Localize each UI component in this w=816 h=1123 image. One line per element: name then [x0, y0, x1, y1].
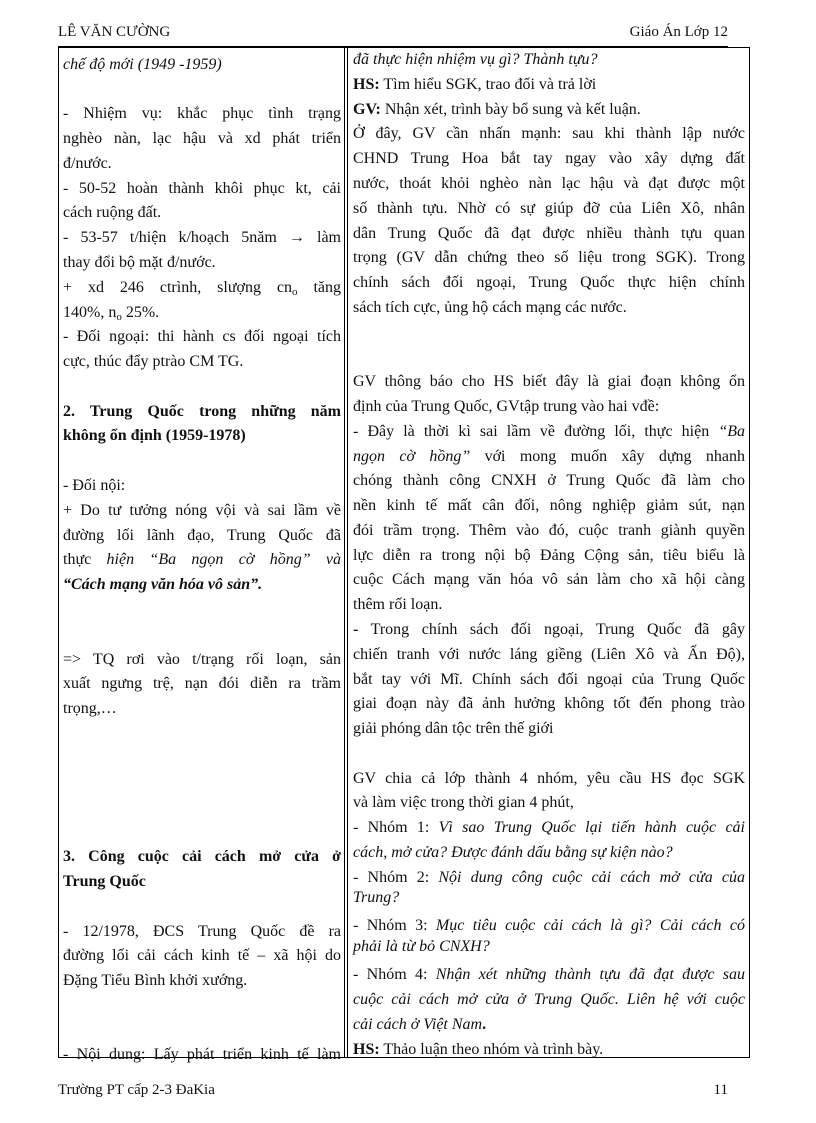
section-heading: Trung Quốc	[63, 873, 146, 890]
left-line: Đặng Tiểu Bình khởi xướng.	[63, 972, 248, 989]
left-line: - 53-57 t/hiện k/hoạch 5năm → làm	[63, 229, 341, 246]
right-line: trọng (GV dẫn chứng theo số liệu trong SGK). Trong	[353, 249, 745, 266]
left-line: đường lối lãnh đạo, Trung Quốc đã	[63, 527, 341, 544]
right-line: và làm việc trong thời gian 4 phút,	[353, 794, 574, 811]
left-line: - Nhiệm vụ: khắc phục tình trạng	[63, 105, 341, 122]
right-line: sách tích cực, ủng hộ cách mạng các nước.	[353, 299, 627, 316]
right-line: đã thực hiện nhiệm vụ gì? Thành tựu?	[353, 51, 598, 68]
right-line: chính sách đối ngoại, Trung Quốc thực hiện chính	[353, 274, 745, 291]
left-line: 140%, $n_o$ 25%.	[63, 304, 160, 323]
right-line: - Nhóm 3: Mục tiêu cuộc cải cách là gì? Cải cách có	[353, 917, 745, 934]
left-line: đường lối cải cách kinh tế – xã hội do	[63, 947, 341, 964]
right-line: chóng thành công CNXH ở Trung Quốc đã làm cho	[353, 472, 745, 489]
section-heading: 3. Công cuộc cải cách mở cửa ở	[63, 848, 341, 865]
left-line: thực hiện “Ba ngọn cờ hồng” và	[63, 551, 342, 568]
left-line: - Đối nội:	[63, 477, 126, 494]
left-line: nghèo nàn, lạc hậu và xd phát triển	[63, 130, 341, 147]
footer-school: Trường PT cấp 2-3 ĐaKia	[58, 1082, 215, 1098]
right-line: GV: Nhận xét, trình bày bổ sung và kết luận.	[353, 101, 641, 118]
right-line: Trung?	[353, 889, 400, 906]
page-number: 11	[713, 1082, 728, 1098]
right-line: nước, thoát khỏi nghèo nàn lạc hậu và đạt được một	[353, 175, 745, 192]
left-line: xuất ngưng trệ, nạn đói diễn ra trầm	[63, 675, 341, 692]
page-header	[58, 24, 728, 47]
header-author: LÊ VĂN CƯỜNG	[58, 24, 171, 40]
left-line: - Nội dung: Lấy phát triển kinh tế làm	[63, 1046, 341, 1063]
section-heading: 2. Trung Quốc trong những năm	[63, 403, 341, 420]
right-line: GV thông báo cho HS biết đây là giai đoạn không ổn	[353, 373, 745, 390]
right-line: phải là từ bỏ CNXH?	[353, 938, 490, 955]
left-line: thay đổi bộ mặt đ/nước.	[63, 254, 216, 271]
right-line: - Nhóm 2: Nội dung công cuộc cải cách mở cửa của	[353, 869, 745, 886]
right-line: ngọn cờ hồng” với mong muốn xây dựng nhanh	[353, 448, 745, 465]
right-line: - Nhóm 4: Nhận xét những thành tựu đã đạt được sau	[353, 966, 745, 983]
right-line: cách, mở cửa? Được đánh dấu bằng sự kiện nào?	[353, 844, 673, 861]
right-line: bắt tay với Mĩ. Chính sách đối ngoại của Trung Quốc	[353, 671, 745, 688]
right-line: cuộc Cách mạng văn hóa vô sản làm cho xã hội càng	[353, 571, 745, 588]
right-line: HS: Tìm hiểu SGK, trao đổi và trả lời	[353, 76, 597, 93]
right-line: CHND Trung Hoa bắt tay ngay vào xây dựng đất	[353, 150, 745, 167]
column-divider	[344, 48, 348, 1057]
right-line: đói trầm trọng. Thêm vào đó, cuộc tranh giành quyền	[353, 522, 745, 539]
right-line: thêm rối loạn.	[353, 596, 443, 613]
left-line: cách ruộng đất.	[63, 204, 162, 221]
section-heading: không ổn định (1959-1978)	[63, 427, 246, 444]
left-line: “Cách mạng văn hóa vô sản”.	[63, 576, 263, 593]
left-line: trọng,…	[63, 700, 117, 717]
right-line: - Nhóm 1: Vì sao Trung Quốc lại tiến hành cuộc cải	[353, 819, 745, 836]
right-line: chiến tranh với nước láng giềng (Liên Xô và Ấn Độ),	[353, 646, 745, 663]
left-line: đ/nước.	[63, 155, 112, 172]
right-line: lực diễn ra trong nội bộ Đảng Cộng sản, tiêu biểu là	[353, 547, 745, 564]
left-line: => TQ rơi vào t/trạng rối loạn, sản	[63, 651, 341, 668]
right-line: cuộc cải cách mở cửa ở Trung Quốc. Liên hệ với cuộc	[353, 991, 745, 1008]
right-line: dân Trung Quốc đã đạt được nhiều thành tựu quan	[353, 225, 745, 242]
left-line: + xd 246 ctrình, slượng $cn_o$ tăng	[63, 279, 342, 298]
left-line: - 12/1978, ĐCS Trung Quốc đề ra	[63, 923, 341, 940]
right-line: giải phóng dân tộc trên thế giới	[353, 720, 554, 737]
right-line: GV chia cả lớp thành 4 nhóm, yêu cầu HS đọc SGK	[353, 770, 745, 787]
header-title: Giáo Án Lớp 12	[629, 24, 728, 40]
left-line: chế độ mới (1949 -1959)	[63, 56, 222, 73]
right-line: số thành tựu. Nhờ có sự giúp đỡ của Liên Xô, nhân	[353, 200, 745, 217]
left-line: cực, thúc đẩy ptrào CM TG.	[63, 353, 244, 370]
lesson-table	[58, 47, 750, 1063]
page-footer	[58, 1082, 728, 1099]
right-line: giai đoạn này đã ảnh hưởng không tốt đến phong trào	[353, 695, 745, 712]
right-line: - Đây là thời kì sai lầm về đường lối, thực hiện “Ba	[353, 423, 745, 440]
left-line: - Đối ngoại: thi hành cs đối ngoại tích	[63, 328, 341, 345]
right-line: - Trong chính sách đối ngoại, Trung Quốc đã gây	[353, 621, 745, 638]
right-line: cải cách ở Việt Nam.	[353, 1016, 487, 1033]
right-line: Ở đây, GV cần nhấn mạnh: sau khi thành lập nước	[353, 125, 745, 142]
left-line: + Do tư tưởng nóng vội và sai lầm về	[63, 502, 341, 519]
right-line: HS: Thảo luận theo nhóm và trình bày.	[353, 1041, 604, 1058]
right-line: định của Trung Quốc, GVtập trung vào hai vđề:	[353, 398, 660, 415]
right-line: nền kinh tế mất cân đối, nông nghiệp giảm sút, nạn	[353, 497, 745, 514]
left-line: - 50-52 hoàn thành khôi phục kt, cải	[63, 180, 341, 197]
